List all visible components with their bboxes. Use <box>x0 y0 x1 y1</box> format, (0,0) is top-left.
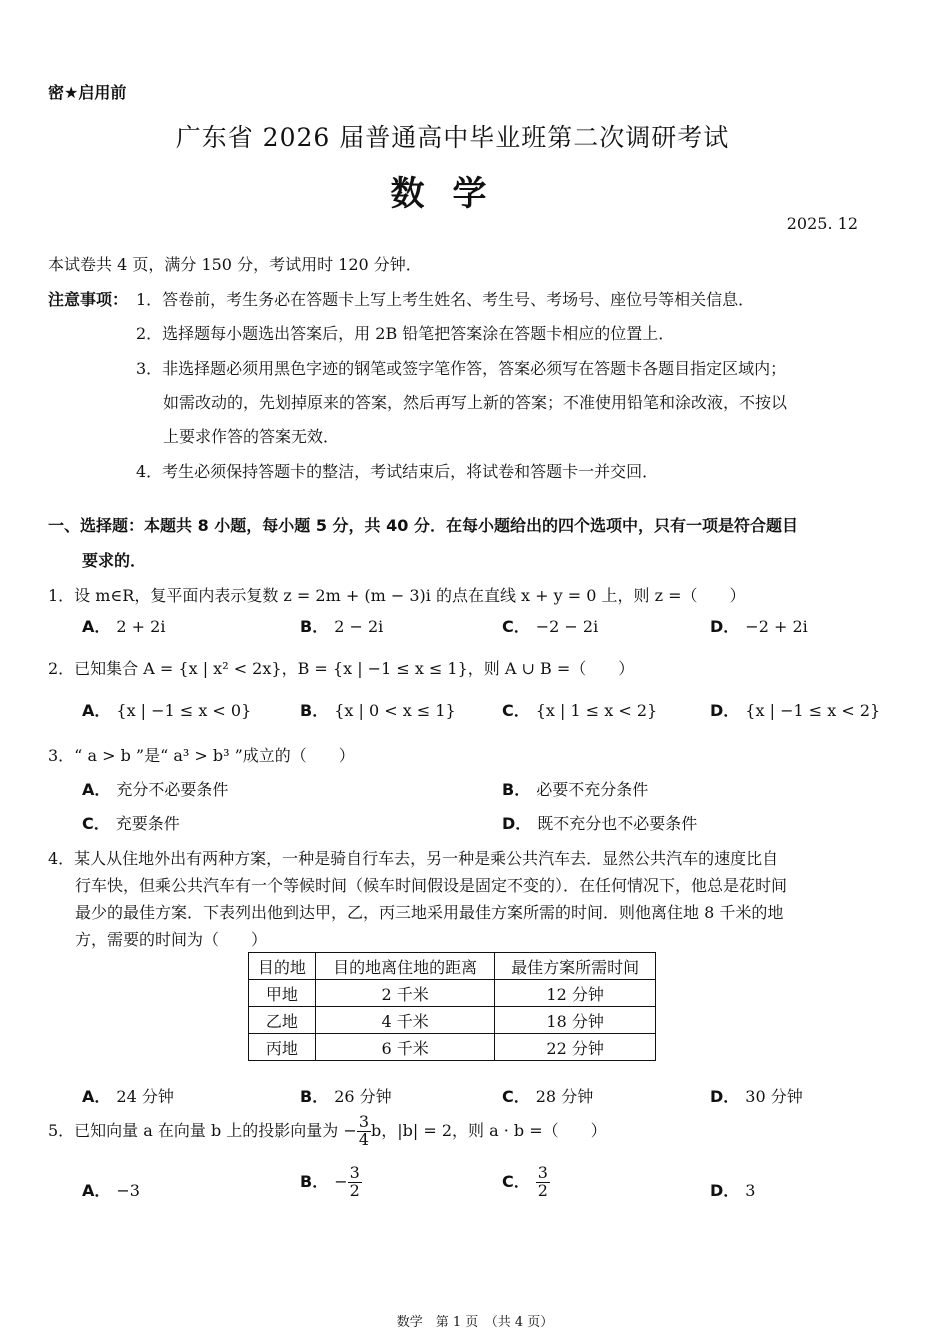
question-4-stem: 4．某人从住地外出有两种方案，一种是骑自行车去，另一种是乘公共汽车去．显然公共汽车的速度比自 <box>48 849 779 868</box>
q3-option-c[interactable] <box>82 811 180 834</box>
option-label: A． <box>82 617 111 636</box>
question-4-stem: 最少的最佳方案．下表列出他到达甲，乙，丙三地采用最佳方案所需的时间．则他离住地 8 千米的地 <box>75 903 784 922</box>
distance-time-table <box>248 952 656 1061</box>
notice-item: 如需改动的，先划掉原来的答案，然后再写上新的答案；不准使用铅笔和涂改液，不按以 <box>163 393 788 412</box>
notice-label: 注意事项： <box>48 290 129 309</box>
table-row <box>249 980 656 1007</box>
option-text: {x | −1 ≤ x < 0} <box>116 701 252 720</box>
subject-title: 数学 <box>390 174 515 214</box>
q1-option-b[interactable] <box>300 614 383 637</box>
question-1-stem: 1．设 m∈R，复平面内表示复数 z = 2m + (m − 3)i 的点在直线 x + y = 0 上，则 z =（ ） <box>48 586 746 605</box>
option-label: A． <box>82 1087 111 1106</box>
table-cell: 2 千米 <box>315 980 494 1007</box>
page-footer: 数学 第 1 页 （共 4 页） <box>396 1315 554 1330</box>
option-label: B． <box>300 1171 329 1191</box>
option-label: D． <box>502 814 532 833</box>
intro-text: 本试卷共 4 页，满分 150 分，考试用时 120 分钟． <box>48 255 422 274</box>
option-text: − <box>334 1171 348 1191</box>
option-text: 充分不必要条件 <box>116 780 229 799</box>
fraction <box>357 1114 371 1149</box>
option-text: 26 分钟 <box>334 1087 392 1106</box>
option-text: 3 <box>745 1181 756 1200</box>
option-label: C． <box>502 701 530 720</box>
q4-option-d[interactable] <box>710 1084 803 1107</box>
q3-option-b[interactable] <box>502 777 648 800</box>
q4-option-c[interactable] <box>502 1084 593 1107</box>
option-text: 30 分钟 <box>745 1087 803 1106</box>
table-header-row <box>249 953 656 980</box>
exam-date: 2025. 12 <box>786 214 858 233</box>
fraction-numerator: 3 <box>537 1163 548 1182</box>
notice-item: 4．考生必须保持答题卡的整洁，考试结束后，将试卷和答题卡一并交回． <box>136 462 659 481</box>
option-label: C． <box>82 814 110 833</box>
fraction-numerator: 3 <box>358 1112 369 1131</box>
exam-title: 广东省 2026 届普通高中毕业班第二次调研考试 <box>175 123 730 152</box>
q5-option-a[interactable] <box>82 1178 140 1201</box>
fraction <box>536 1165 550 1200</box>
fraction-numerator: 3 <box>349 1163 360 1182</box>
question-4-stem: 行车快，但乘公共汽车有一个等候时间（候车时间假设是固定不变的）．在任何情况下，他总是花时间 <box>75 876 788 895</box>
notice-item: 3．非选择题必须用黑色字迹的钢笔或签字笔作答，答案必须写在答题卡各题目指定区域内； <box>136 359 787 378</box>
table-row <box>249 1034 656 1061</box>
table-cell: 6 千米 <box>315 1034 494 1061</box>
q1-option-c[interactable] <box>502 614 598 637</box>
fraction-denominator: 2 <box>537 1180 548 1200</box>
table-cell: 12 分钟 <box>495 980 656 1007</box>
option-label: B． <box>300 701 329 720</box>
table-cell: 18 分钟 <box>495 1007 656 1034</box>
option-label: B． <box>300 617 329 636</box>
section-heading: 一、选择题：本题共 8 小题，每小题 5 分，共 40 分．在每小题给出的四个选项中，只有一项是符合题目 <box>48 516 798 535</box>
q4-option-a[interactable] <box>82 1084 174 1107</box>
fraction-denominator: 2 <box>349 1180 360 1200</box>
option-label: B． <box>300 1087 329 1106</box>
q5-option-c[interactable] <box>502 1165 550 1200</box>
q5-option-b[interactable] <box>300 1165 362 1200</box>
table-cell: 丙地 <box>249 1034 316 1061</box>
option-label: A． <box>82 701 111 720</box>
q5-option-d[interactable] <box>710 1178 755 1201</box>
q2-option-d[interactable] <box>710 698 880 721</box>
question-3-stem: 3．“ a > b ”是“ a³ > b³ ”成立的（ ） <box>48 746 355 765</box>
option-label: C． <box>502 617 530 636</box>
option-text: −2 + 2i <box>745 617 808 636</box>
table-cell: 甲地 <box>249 980 316 1007</box>
q2-option-a[interactable] <box>82 698 251 721</box>
option-text: 2 + 2i <box>116 617 166 636</box>
notice-item: 上要求作答的答案无效． <box>163 427 340 446</box>
question-5-stem <box>48 1114 607 1149</box>
notice-item: 2．选择题每小题选出答案后，用 2B 铅笔把答案涂在答题卡相应的位置上． <box>136 324 675 343</box>
fraction <box>348 1165 362 1200</box>
option-text: {x | 1 ≤ x < 2} <box>535 701 658 720</box>
q4-option-b[interactable] <box>300 1084 392 1107</box>
option-label: D． <box>710 701 740 720</box>
q2-option-b[interactable] <box>300 698 456 721</box>
option-label: B． <box>502 780 531 799</box>
table-header: 目的地离住地的距离 <box>315 953 494 980</box>
option-text: 24 分钟 <box>116 1087 174 1106</box>
fraction-denominator: 4 <box>358 1129 369 1149</box>
question-2-stem: 2．已知集合 A = {x | x² < 2x}，B = {x | −1 ≤ x ≤ 1}，则 A ∪ B =（ ） <box>48 659 635 678</box>
table-header: 最佳方案所需时间 <box>495 953 656 980</box>
q1-option-a[interactable] <box>82 614 165 637</box>
option-label: D． <box>710 617 740 636</box>
option-text: 既不充分也不必要条件 <box>537 814 698 833</box>
q3-option-a[interactable] <box>82 777 228 800</box>
stem-text: b，|b| = 2，则 a · b =（ ） <box>371 1120 607 1140</box>
table-cell: 乙地 <box>249 1007 316 1034</box>
option-text: {x | 0 < x ≤ 1} <box>334 701 456 720</box>
option-text: −3 <box>116 1181 140 1200</box>
table-cell: 22 分钟 <box>495 1034 656 1061</box>
option-text: 充要条件 <box>115 814 180 833</box>
section-heading-cont: 要求的． <box>82 551 147 570</box>
q2-option-c[interactable] <box>502 698 657 721</box>
option-text: {x | −1 ≤ x < 2} <box>745 701 881 720</box>
option-label: D． <box>710 1181 740 1200</box>
option-label: D． <box>710 1087 740 1106</box>
stem-text: 5．已知向量 a 在向量 b 上的投影向量为 − <box>48 1120 357 1140</box>
confidential-mark: 密★启用前 <box>48 83 127 102</box>
table-cell: 4 千米 <box>315 1007 494 1034</box>
option-label: C． <box>502 1171 530 1191</box>
option-text: 28 分钟 <box>535 1087 594 1106</box>
option-label: C． <box>502 1087 530 1106</box>
q3-option-d[interactable] <box>502 811 697 834</box>
q1-option-d[interactable] <box>710 614 808 637</box>
option-text: −2 − 2i <box>535 617 599 636</box>
question-4-stem: 方，需要的时间为（ ） <box>75 930 268 949</box>
option-label: A． <box>82 780 111 799</box>
table-header: 目的地 <box>249 953 316 980</box>
option-text: 必要不充分条件 <box>536 780 649 799</box>
option-label: A． <box>82 1181 111 1200</box>
table-row <box>249 1007 656 1034</box>
notice-item: 1．答卷前，考生务必在答题卡上写上考生姓名、考生号、考场号、座位号等相关信息． <box>136 290 755 309</box>
option-text: 2 − 2i <box>334 617 384 636</box>
